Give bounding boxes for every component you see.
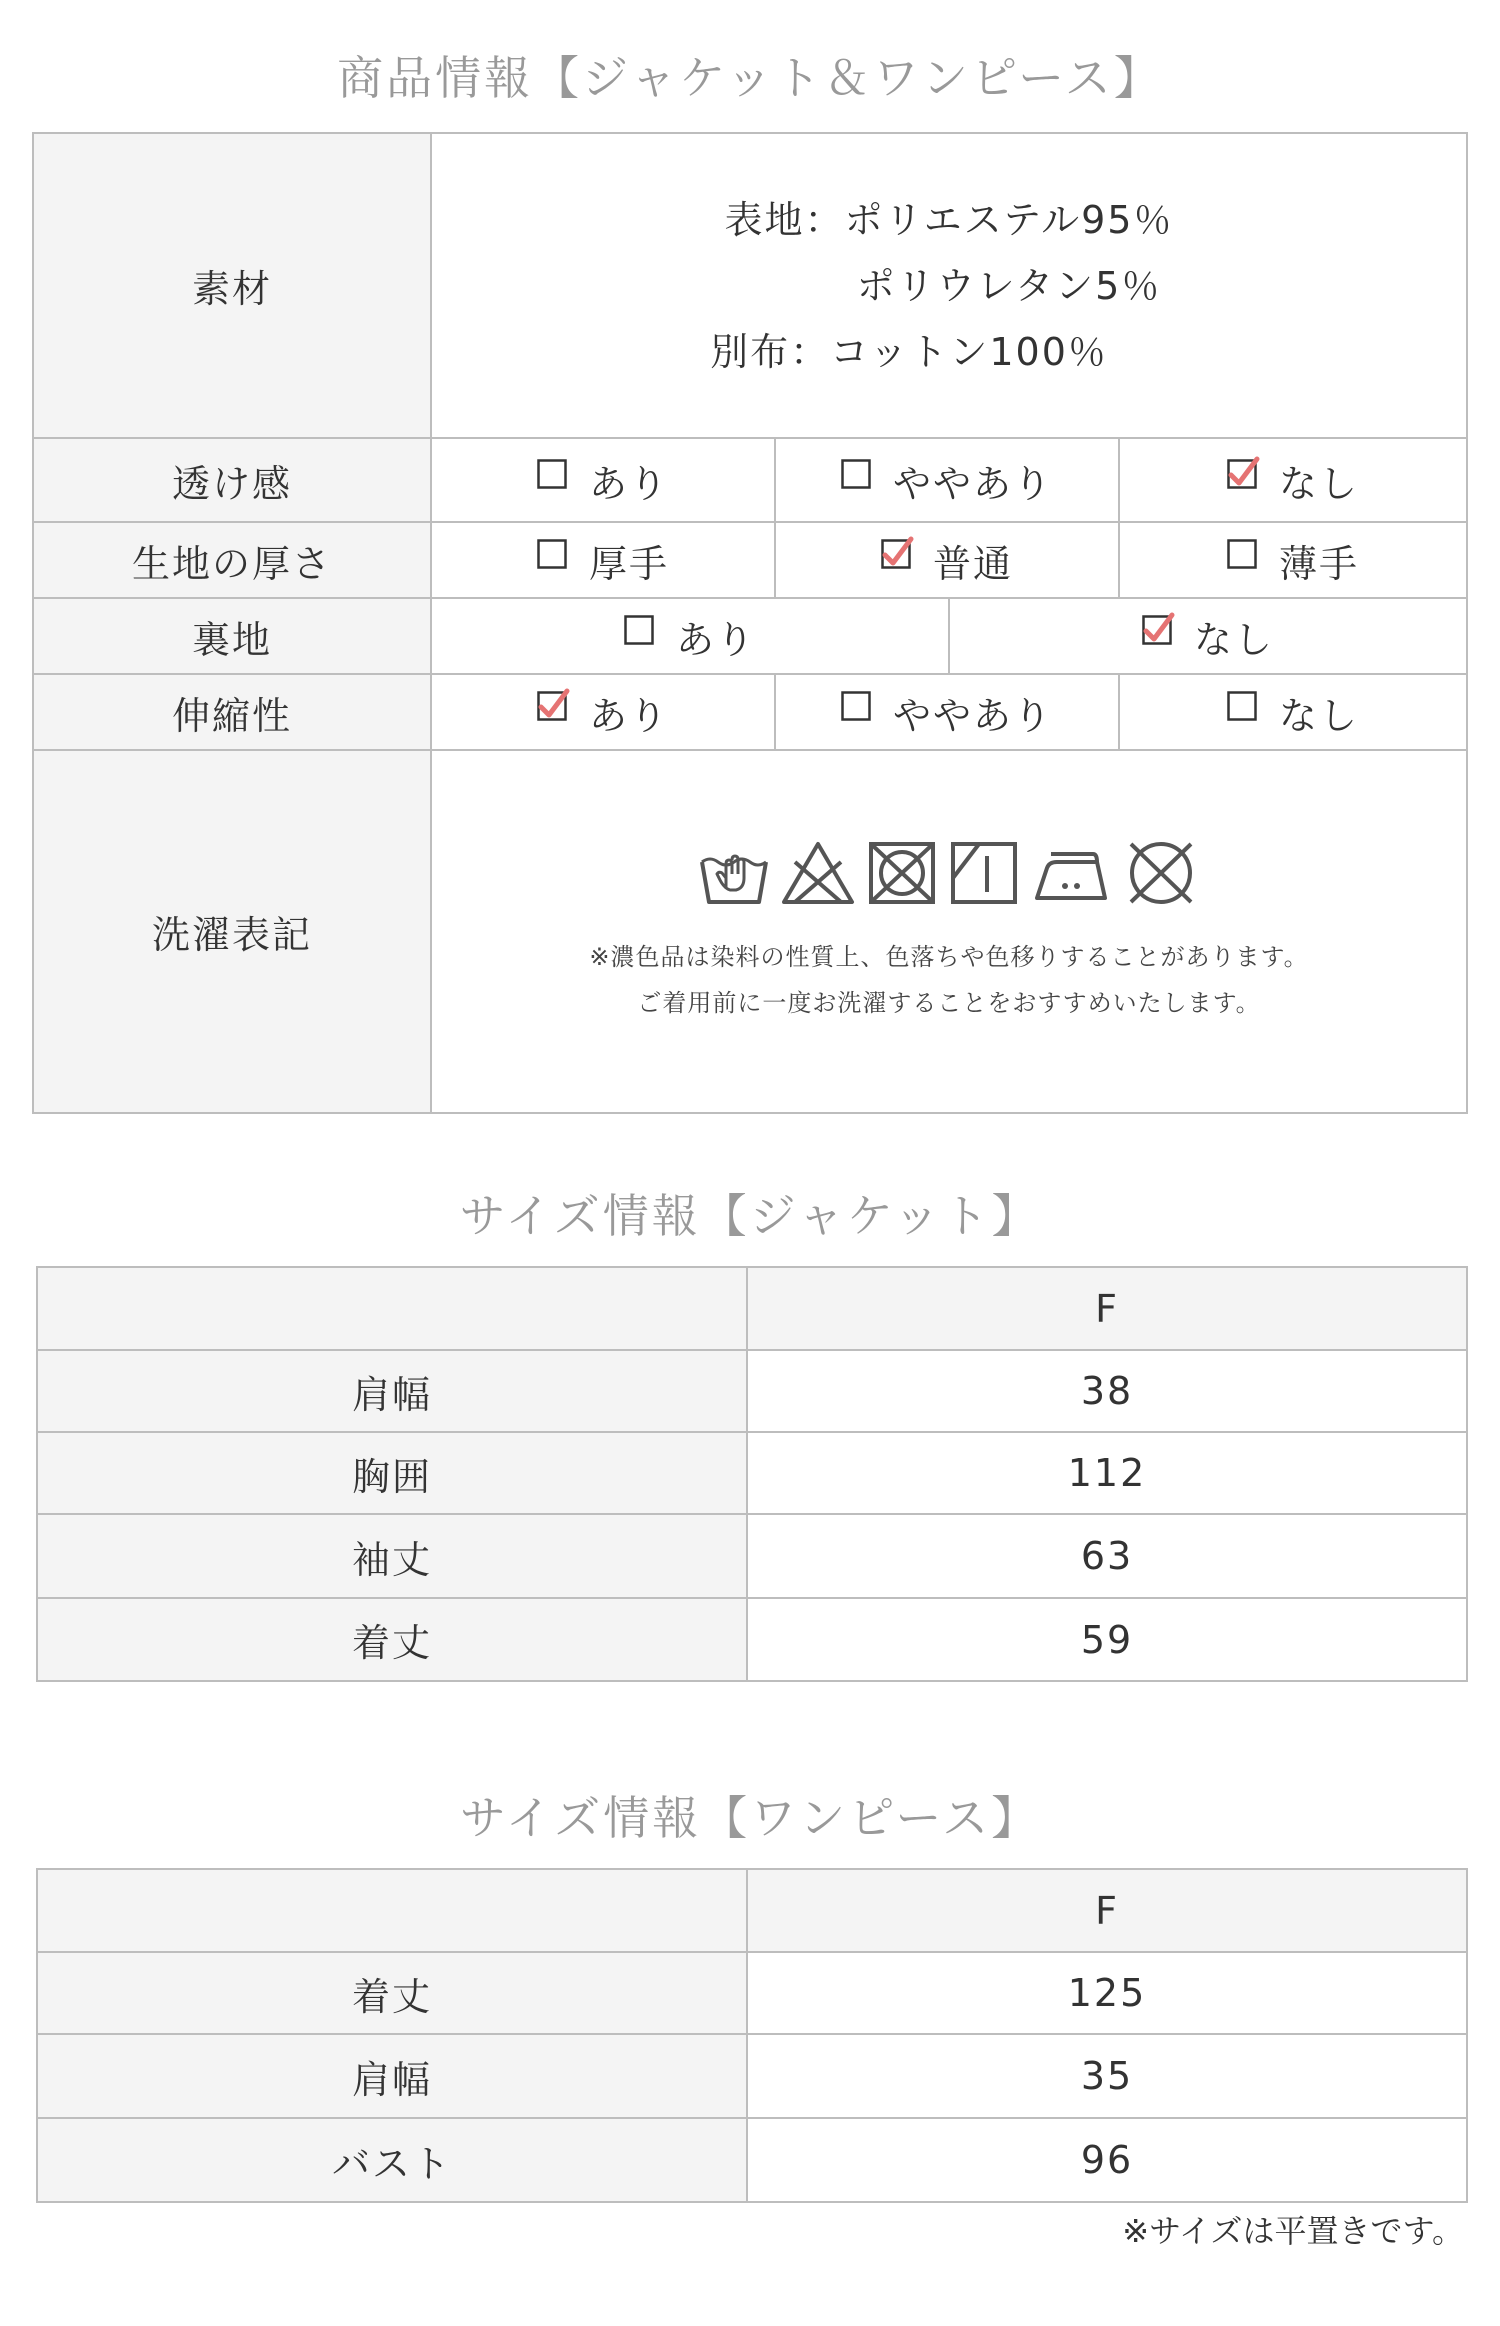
jacket-row-value: 59 <box>1080 1617 1134 1662</box>
jacket-size-title: サイズ情報【ジャケット】 <box>459 1189 1041 1243</box>
stretch-option-none[interactable]: なし <box>1120 675 1466 749</box>
line-dry-shade-icon <box>949 838 1019 908</box>
stretch-option-slight[interactable]: ややあり <box>776 675 1118 749</box>
jacket-row-value: 112 <box>1067 1451 1147 1495</box>
jacket-row-label: 肩幅 <box>351 1372 432 1417</box>
material-line-trim: 別布：コットン100％ <box>710 329 1108 374</box>
care-note-line1: ※濃色品は染料の性質上、色落ちや色移りすることがあります。 <box>589 942 1309 971</box>
material-line-outer: 表地：ポリエステル95％ <box>724 197 1174 242</box>
iron-low-icon <box>1031 838 1111 908</box>
dress-size-header: F <box>1095 1888 1119 1933</box>
sheerness-option-yes[interactable]: あり <box>432 439 774 521</box>
no-dry-clean-icon <box>1123 838 1199 908</box>
lining-label: 裏地 <box>191 617 272 662</box>
stretch-label: 伸縮性 <box>171 693 292 738</box>
checkbox-icon <box>1227 697 1257 727</box>
dress-row-label: 着丈 <box>351 1974 432 2019</box>
material-line-outer-2: ポリウレタン5％ <box>856 263 1162 308</box>
dress-row-value: 96 <box>1080 2138 1134 2182</box>
care-note-line2: ご着用前に一度お洗濯することをおすすめいたします。 <box>637 988 1261 1017</box>
jacket-row-label: 胸囲 <box>351 1454 432 1499</box>
hand-wash-icon <box>699 838 769 908</box>
no-bleach-icon <box>781 838 855 908</box>
jacket-size-header: F <box>1095 1286 1119 1331</box>
checkbox-icon <box>841 697 871 727</box>
thickness-option-thick[interactable]: 厚手 <box>432 523 774 597</box>
size-footnote: ※サイズは平置きです。 <box>1122 2212 1464 2250</box>
checkbox-icon <box>537 545 567 575</box>
thickness-option-normal[interactable]: 普通 <box>776 523 1118 597</box>
no-tumble-dry-icon <box>867 838 937 908</box>
material-value <box>432 134 1466 437</box>
sheerness-option-slight[interactable]: ややあり <box>776 439 1118 521</box>
material-label: 素材 <box>191 267 272 311</box>
dress-row-value: 125 <box>1067 1971 1147 2015</box>
checkbox-icon <box>841 465 871 495</box>
jacket-row-label: 袖丈 <box>351 1537 432 1582</box>
thickness-option-thin[interactable]: 薄手 <box>1120 523 1466 597</box>
product-info-title: 商品情報【ジャケット＆ワンピース】 <box>337 51 1163 105</box>
lining-option-none[interactable]: なし <box>950 599 1466 673</box>
sheerness-option-none[interactable]: なし <box>1120 439 1466 521</box>
care-icons <box>699 838 1199 908</box>
sheerness-label: 透け感 <box>171 461 292 506</box>
lining-option-yes[interactable]: あり <box>432 599 948 673</box>
checked-checkbox-icon <box>537 697 567 727</box>
dress-row-label: 肩幅 <box>351 2057 432 2102</box>
checkbox-icon <box>537 465 567 495</box>
checked-checkbox-icon <box>881 545 911 575</box>
dress-row-label: バスト <box>331 2141 452 2186</box>
stretch-option-yes[interactable]: あり <box>432 675 774 749</box>
checked-checkbox-icon <box>1142 621 1172 651</box>
jacket-row-value: 63 <box>1080 1534 1134 1578</box>
checked-checkbox-icon <box>1227 465 1257 495</box>
thickness-label: 生地の厚さ <box>131 541 332 586</box>
dress-row-value: 35 <box>1080 2054 1134 2098</box>
care-label: 洗濯表記 <box>151 913 312 957</box>
care-instructions <box>432 751 1466 1112</box>
checkbox-icon <box>1227 545 1257 575</box>
jacket-row-value: 38 <box>1080 1369 1134 1413</box>
dress-size-title: サイズ情報【ワンピース】 <box>459 1791 1041 1845</box>
checkbox-icon <box>624 621 654 651</box>
jacket-row-label: 着丈 <box>351 1621 432 1665</box>
